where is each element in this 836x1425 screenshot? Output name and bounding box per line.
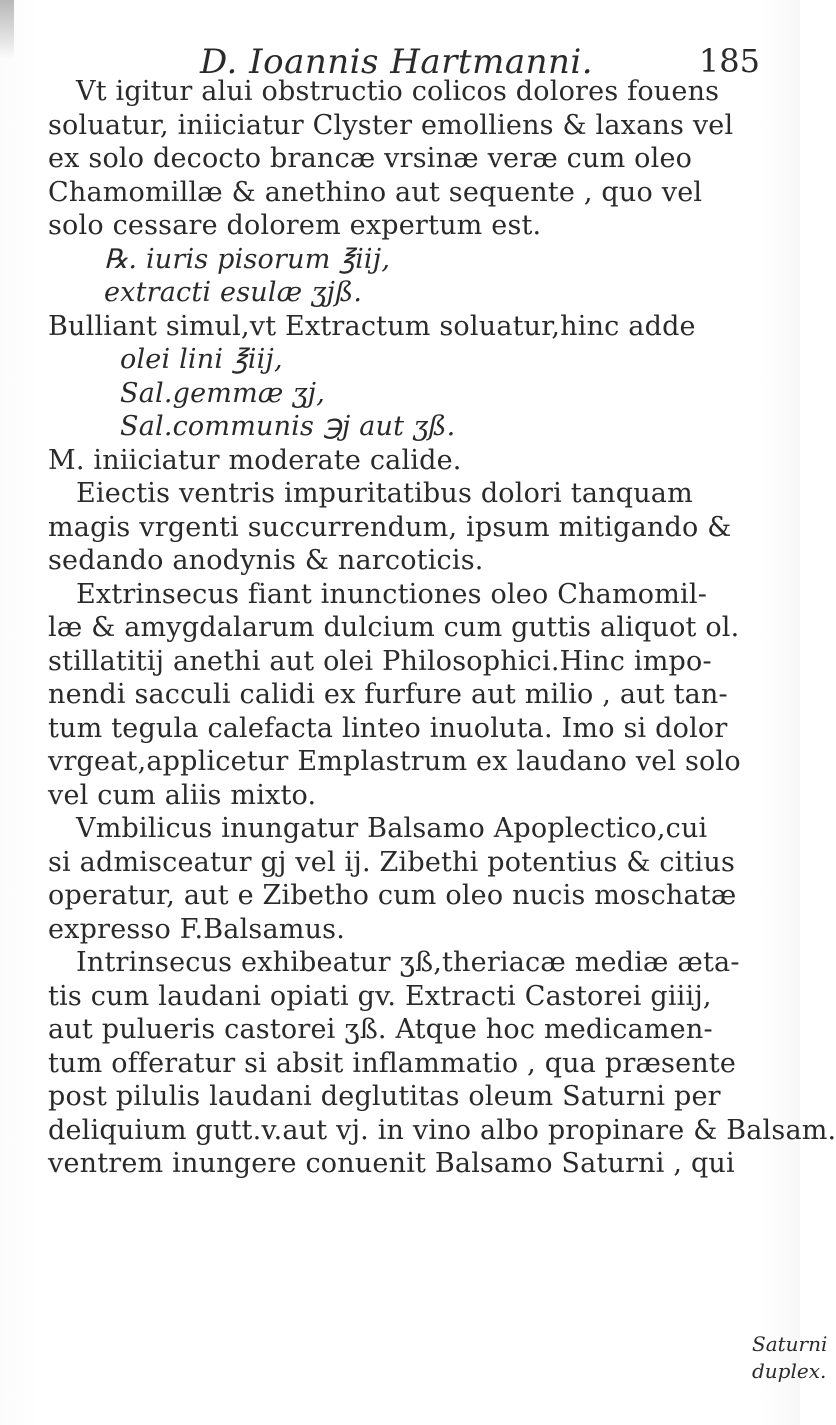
text-line: deliquium gutt.v.aut vj. in vino albo propinare & Balsam. [48, 1114, 836, 1146]
text-line: vrgeat,applicetur Emplastrum ex laudano vel solo [48, 746, 741, 777]
text-line: operatur, aut e Zibetho cum oleo nucis moschatæ [48, 880, 737, 911]
running-head: D. Ioannis Hartmanni. [200, 42, 594, 82]
text-line: si admisceatur gj vel ij. Zibethi potentius & citius [48, 846, 736, 878]
text-line: soluatur, iniiciatur Clyster emolliens & laxans vel [48, 109, 734, 141]
text-line: Sal.communis ℈j aut ʒß. [120, 411, 456, 442]
text-line: Intrinsecus exhibeatur ʒß,theriacæ mediæ æta- [76, 947, 740, 978]
text-line: M. iniiciatur moderate calide. [48, 444, 462, 476]
text-line: ℞. iuris pisorum ℥iij, [104, 243, 391, 275]
margin-note: duplex. [752, 1359, 827, 1383]
text-line: ex solo decocto brancæ vrsinæ veræ cum oleo [48, 143, 693, 174]
text-line: magis vrgenti succurrendum, ipsum mitigando & [48, 511, 732, 543]
text-line: tum tegula calefacta linteo inuoluta. Imo si dolor [48, 712, 728, 744]
text-line: expresso F.Balsamus. [48, 913, 345, 945]
text-line: læ & amygdalarum dulcium cum guttis aliquot ol. [48, 612, 740, 643]
text-line: extracti esulæ ʒjß. [104, 277, 363, 308]
text-line: olei lini ℥iij, [120, 344, 283, 375]
text-line: aut pulueris castorei ʒß. Atque hoc medicamen- [48, 1014, 713, 1045]
text-line: solo cessare dolorem expertum est. [48, 210, 542, 241]
text-line: nendi sacculi calidi ex furfure aut milio , aut tan- [48, 679, 728, 710]
text-line: stillatitij anethi aut olei Philosophici.Hinc impo- [48, 645, 712, 677]
text-line: Extrinsecus fiant inunctiones oleo Chamomil- [76, 578, 708, 610]
text-line: Eiectis ventris impuritatibus dolori tanquam [76, 478, 693, 509]
body-text [48, 75, 836, 1181]
page-number: 185 [698, 42, 760, 80]
margin-note: Saturni [752, 1332, 828, 1356]
binding-shadow [0, 0, 14, 60]
text-line: Vmbilicus inungatur Balsamo Apoplectico,cui [76, 813, 708, 844]
text-line: Vt igitur alui obstructio colicos dolores fouens [76, 76, 720, 107]
text-line: Bulliant simul,vt Extractum soluatur,hinc adde [48, 310, 696, 342]
text-line: sedando anodynis & narcoticis. [48, 545, 484, 576]
text-line: tis cum laudani opiati gv. Extracti Castorei giiij, [48, 980, 712, 1012]
text-line: Chamomillæ & anethino aut sequente , quo vel [48, 176, 703, 208]
text-line: Sal.gemmæ ʒj, [120, 377, 326, 409]
text-line: ventrem inungere conuenit Balsamo Saturni , qui [48, 1148, 735, 1179]
text-line: tum offeratur si absit inflammatio , qua præsente [48, 1047, 737, 1079]
text-line: vel cum aliis mixto. [48, 779, 317, 811]
text-line: post pilulis laudani deglutitas oleum Saturni per [48, 1081, 721, 1112]
